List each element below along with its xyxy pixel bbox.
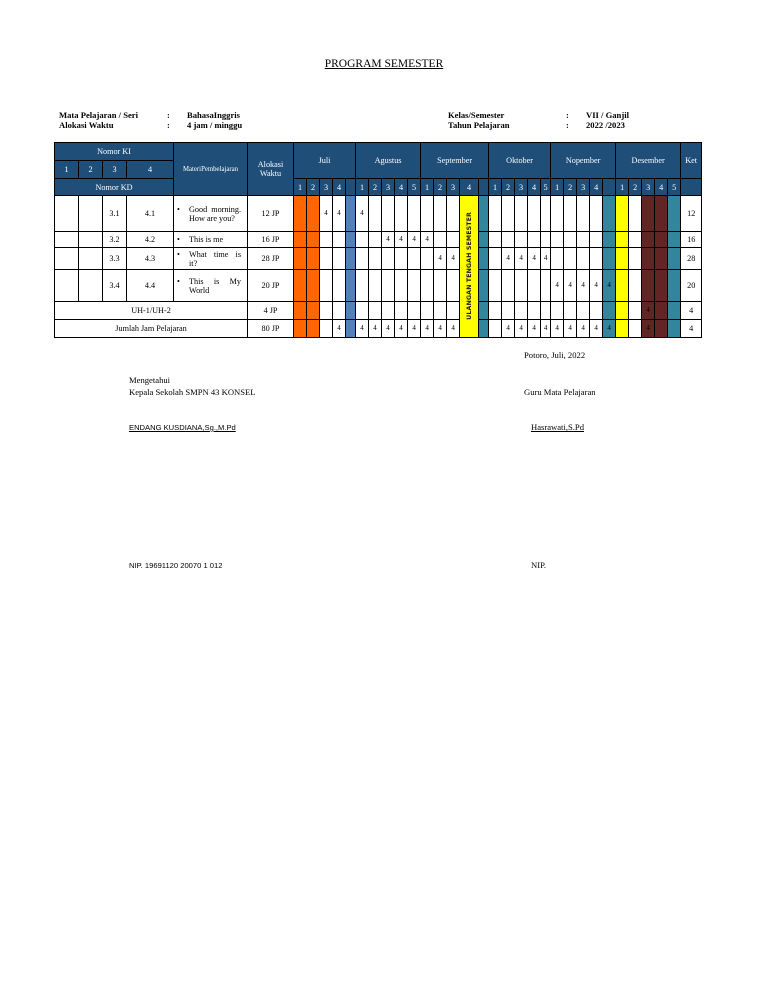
ki-2-cell [79,196,103,232]
week-cell [616,196,629,232]
week-number: 4 [395,179,408,196]
week-cell: 4 [333,320,346,338]
week-cell: 4 [395,232,408,248]
week-cell [434,196,447,232]
kd-3-cell: 3.4 [103,270,127,302]
week-cell [551,302,564,320]
colon: : [566,110,569,120]
uh-ket: 4 [681,302,702,320]
week-cell [564,302,577,320]
ki-2-cell [79,248,103,270]
week-cell [629,248,642,270]
week-cell: 4 [577,320,590,338]
week-number: 4 [333,179,346,196]
week-cell [629,196,642,232]
week-cell [515,232,528,248]
week-cell: 4 [447,248,460,270]
week-cell [395,302,408,320]
week-cell: 4 [502,248,515,270]
week-cell [655,270,668,302]
week-cell [346,248,356,270]
week-cell [294,320,307,338]
week-cell [346,196,356,232]
week-cell: 4 [408,232,421,248]
alokasi-cell: 12 JP [248,196,294,232]
bullet: • [177,249,180,259]
week-cell: 4 [369,320,382,338]
teacher-name: Hasrawati,S.Pd [531,422,584,432]
week-cell [346,232,356,248]
week-cell [333,302,346,320]
week-cell [616,302,629,320]
week-cell [590,196,603,232]
week-cell [346,270,356,302]
materi-text: What time is it? [189,249,242,268]
week-cell [382,196,395,232]
week-cell [447,232,460,248]
ki-2-cell [79,270,103,302]
week-cell [577,232,590,248]
week-cell: 4 [382,320,395,338]
week-number: 3 [642,179,655,196]
week-number [479,179,489,196]
alokasi-cell: 16 JP [248,232,294,248]
subject-label: Mata Pelajaran / Seri [59,110,138,120]
uts-column [460,196,479,338]
week-cell: 4 [590,320,603,338]
week-cell: 4 [541,248,551,270]
week-cell [333,248,346,270]
ket-cell: 12 [681,196,702,232]
ki-number: 4 [127,161,174,179]
bullet: • [177,235,180,244]
table-row [55,270,702,302]
week-cell [668,270,681,302]
week-cell [307,196,320,232]
kd-4-cell: 4.2 [127,232,174,248]
week-cell [489,302,502,320]
week-cell: 4 [421,320,434,338]
week-cell [603,302,616,320]
week-cell [577,248,590,270]
week-cell [356,270,369,302]
week-cell [590,248,603,270]
week-cell [447,196,460,232]
week-cell [629,302,642,320]
kd-4-cell: 4.4 [127,270,174,302]
week-cell [408,270,421,302]
week-cell [528,302,541,320]
week-cell [551,196,564,232]
week-number: 1 [356,179,369,196]
table-row [55,302,702,320]
week-number: 1 [551,179,564,196]
year-label: Tahun Pelajaran [448,120,510,130]
uh-alokasi: 4 JP [248,302,294,320]
week-cell [655,232,668,248]
week-cell [502,302,515,320]
week-cell [668,302,681,320]
week-number: 5 [408,179,421,196]
week-number: 3 [382,179,395,196]
week-cell [590,232,603,248]
teacher-nip: NIP. [531,560,547,570]
week-cell [395,248,408,270]
week-cell: 4 [320,196,333,232]
week-cell: 4 [603,270,616,302]
alokasi-header: Alokasi Waktu [248,143,294,196]
week-cell: 4 [577,270,590,302]
nomor-kd-header: Nomor KD [55,179,174,196]
week-cell [479,302,489,320]
week-number [346,179,356,196]
bullet: • [177,204,180,214]
class-value: VII / Ganjil [586,110,629,120]
week-number: 2 [307,179,320,196]
week-cell [668,232,681,248]
principal-name: ENDANG KUSDIANA,Sg.,M.Pd [129,423,236,432]
week-cell [515,196,528,232]
week-cell: 4 [528,248,541,270]
week-cell [294,302,307,320]
month-agustus: Agustus [356,143,421,179]
total-ket: 4 [681,320,702,338]
week-cell [369,248,382,270]
week-cell: 4 [434,248,447,270]
week-number: 2 [564,179,577,196]
materi-cell [174,248,248,270]
week-cell [489,270,502,302]
ket-subheader [681,179,702,196]
week-cell [603,232,616,248]
total-alokasi: 80 JP [248,320,294,338]
week-cell [294,248,307,270]
materi-text: This is me [189,235,224,244]
week-cell [655,302,668,320]
week-cell [629,232,642,248]
ki-2-cell [79,232,103,248]
table-row [55,248,702,270]
week-number: 2 [629,179,642,196]
week-cell: 4 [447,320,460,338]
year-value: 2022 /2023 [586,120,625,130]
week-number: 5 [668,179,681,196]
month-juli: Juli [294,143,356,179]
week-number: 1 [421,179,434,196]
ki-1-cell [55,248,79,270]
week-cell [447,270,460,302]
teacher-title: Guru Mata Pelajaran [524,387,596,397]
week-number: 3 [515,179,528,196]
bullet: • [177,276,180,286]
week-number: 5 [541,179,551,196]
week-cell [564,232,577,248]
ki-1-cell [55,270,79,302]
semester-schedule-table [54,142,702,338]
week-cell: 4 [590,270,603,302]
week-number: 4 [655,179,668,196]
ket-cell: 16 [681,232,702,248]
principal-title: Kepala Sekolah SMPN 43 KONSEL [129,387,256,397]
week-cell [502,270,515,302]
month-nopember: Nopember [551,143,616,179]
ki-1-cell [55,232,79,248]
place-date: Potoro, Juli, 2022 [524,350,586,360]
week-cell [307,302,320,320]
week-cell [395,270,408,302]
materi-text: Good morning. How are you? [189,204,242,223]
week-cell [320,270,333,302]
week-cell [668,320,681,338]
uts-label: ULANGAN TENGAH SEMESTER [465,211,473,320]
week-number [603,179,616,196]
materi-header: MateriPembelajaran [174,143,248,196]
week-cell [616,232,629,248]
week-cell [294,196,307,232]
week-cell [479,270,489,302]
week-cell [421,196,434,232]
week-cell [479,248,489,270]
week-cell [642,248,655,270]
week-cell [369,270,382,302]
week-cell [590,302,603,320]
week-cell: 4 [642,320,655,338]
week-cell [307,232,320,248]
week-cell [502,196,515,232]
week-number: 4 [590,179,603,196]
week-cell: 4 [551,320,564,338]
week-cell [395,196,408,232]
week-cell [307,270,320,302]
week-cell [479,320,489,338]
week-cell [541,270,551,302]
week-cell [616,320,629,338]
week-cell [668,196,681,232]
week-cell: 4 [502,320,515,338]
time-value: 4 jam / minggu [187,120,243,130]
time-label: Alokasi Waktu [59,120,114,130]
week-number: 2 [502,179,515,196]
week-cell [642,196,655,232]
know-label: Mengetahui [129,375,171,385]
week-number: 1 [294,179,307,196]
week-cell: 4 [642,302,655,320]
week-cell [528,270,541,302]
week-cell: 4 [395,320,408,338]
week-cell: 4 [356,320,369,338]
week-cell: 4 [333,196,346,232]
kd-3-cell: 3.1 [103,196,127,232]
week-cell [564,196,577,232]
week-cell [629,270,642,302]
principal-nip: NIP. 19691120 20070 1 012 [129,561,223,570]
week-cell [515,302,528,320]
week-cell [421,270,434,302]
week-cell: 4 [564,320,577,338]
week-cell: 4 [528,320,541,338]
week-cell [333,270,346,302]
kd-4-cell: 4.3 [127,248,174,270]
week-cell: 4 [564,270,577,302]
kd-3-cell: 3.2 [103,232,127,248]
week-cell [369,232,382,248]
alokasi-cell: 20 JP [248,270,294,302]
week-cell [320,232,333,248]
week-cell: 4 [434,320,447,338]
week-cell [382,302,395,320]
week-cell [655,196,668,232]
week-cell [642,270,655,302]
week-cell [479,196,489,232]
week-cell: 4 [551,270,564,302]
subject-value: BahasaInggris [187,110,241,120]
week-cell [528,232,541,248]
week-number: 2 [434,179,447,196]
week-cell [541,196,551,232]
week-cell [541,232,551,248]
week-cell: 4 [421,232,434,248]
ki-1-cell [55,196,79,232]
week-cell: 4 [356,196,369,232]
week-cell [489,232,502,248]
week-number: 3 [577,179,590,196]
week-cell [616,270,629,302]
table-row [55,320,702,338]
week-cell [307,320,320,338]
colon: : [566,120,569,130]
week-cell [294,270,307,302]
class-label: Kelas/Semester [448,110,505,120]
week-cell: 4 [382,232,395,248]
week-cell [434,232,447,248]
week-cell [564,248,577,270]
nomor-ki-header: Nomor KI [55,143,174,161]
ki-number: 3 [103,161,127,179]
week-cell [447,302,460,320]
week-cell [528,196,541,232]
week-cell [577,196,590,232]
week-cell [369,196,382,232]
materi-text: This is My World [189,276,242,295]
week-cell [369,302,382,320]
week-cell [642,232,655,248]
week-cell [421,302,434,320]
week-cell [489,196,502,232]
week-cell: 4 [515,248,528,270]
page-title: PROGRAM SEMESTER [324,58,444,70]
week-cell [294,232,307,248]
week-cell [408,196,421,232]
week-number: 4 [460,179,479,196]
week-cell [577,302,590,320]
week-cell [356,302,369,320]
week-cell: 4 [541,320,551,338]
week-cell [655,248,668,270]
week-number: 2 [369,179,382,196]
week-cell [434,270,447,302]
week-cell [603,196,616,232]
table-row [55,232,702,248]
week-cell [479,232,489,248]
colon: : [167,110,170,120]
ki-number: 1 [55,161,79,179]
month-oktober: Oktober [489,143,551,179]
week-cell [551,248,564,270]
week-cell: 4 [515,320,528,338]
week-cell [541,302,551,320]
total-label: Jumlah Jam Pelajaran [55,320,248,338]
week-cell [408,302,421,320]
week-cell [434,302,447,320]
week-cell [382,248,395,270]
week-cell [382,270,395,302]
week-number: 1 [616,179,629,196]
week-cell [320,248,333,270]
week-cell [356,232,369,248]
week-cell: 4 [603,320,616,338]
week-cell [655,320,668,338]
materi-cell [174,270,248,302]
week-cell [346,320,356,338]
ket-cell: 28 [681,248,702,270]
colon: : [167,120,170,130]
ket-cell: 20 [681,270,702,302]
week-cell [629,320,642,338]
week-cell [502,232,515,248]
week-cell [320,320,333,338]
week-cell [489,320,502,338]
week-cell [421,248,434,270]
week-number: 3 [447,179,460,196]
month-desember: Desember [616,143,681,179]
ki-number: 2 [79,161,103,179]
alokasi-cell: 28 JP [248,248,294,270]
week-cell [320,302,333,320]
week-cell [551,232,564,248]
week-cell [408,248,421,270]
week-cell [333,232,346,248]
month-september: September [421,143,489,179]
week-cell [356,248,369,270]
kd-3-cell: 3.3 [103,248,127,270]
week-cell: 4 [408,320,421,338]
week-number: 4 [528,179,541,196]
week-cell [668,248,681,270]
week-number: 1 [489,179,502,196]
materi-cell [174,196,248,232]
materi-cell [174,232,248,248]
week-cell [307,248,320,270]
week-number: 3 [320,179,333,196]
ket-header: Ket [681,143,702,179]
week-cell [515,270,528,302]
week-cell [603,248,616,270]
week-cell [489,248,502,270]
kd-4-cell: 4.1 [127,196,174,232]
week-cell [346,302,356,320]
uh-label: UH-1/UH-2 [55,302,248,320]
week-cell [616,248,629,270]
table-row [55,196,702,232]
